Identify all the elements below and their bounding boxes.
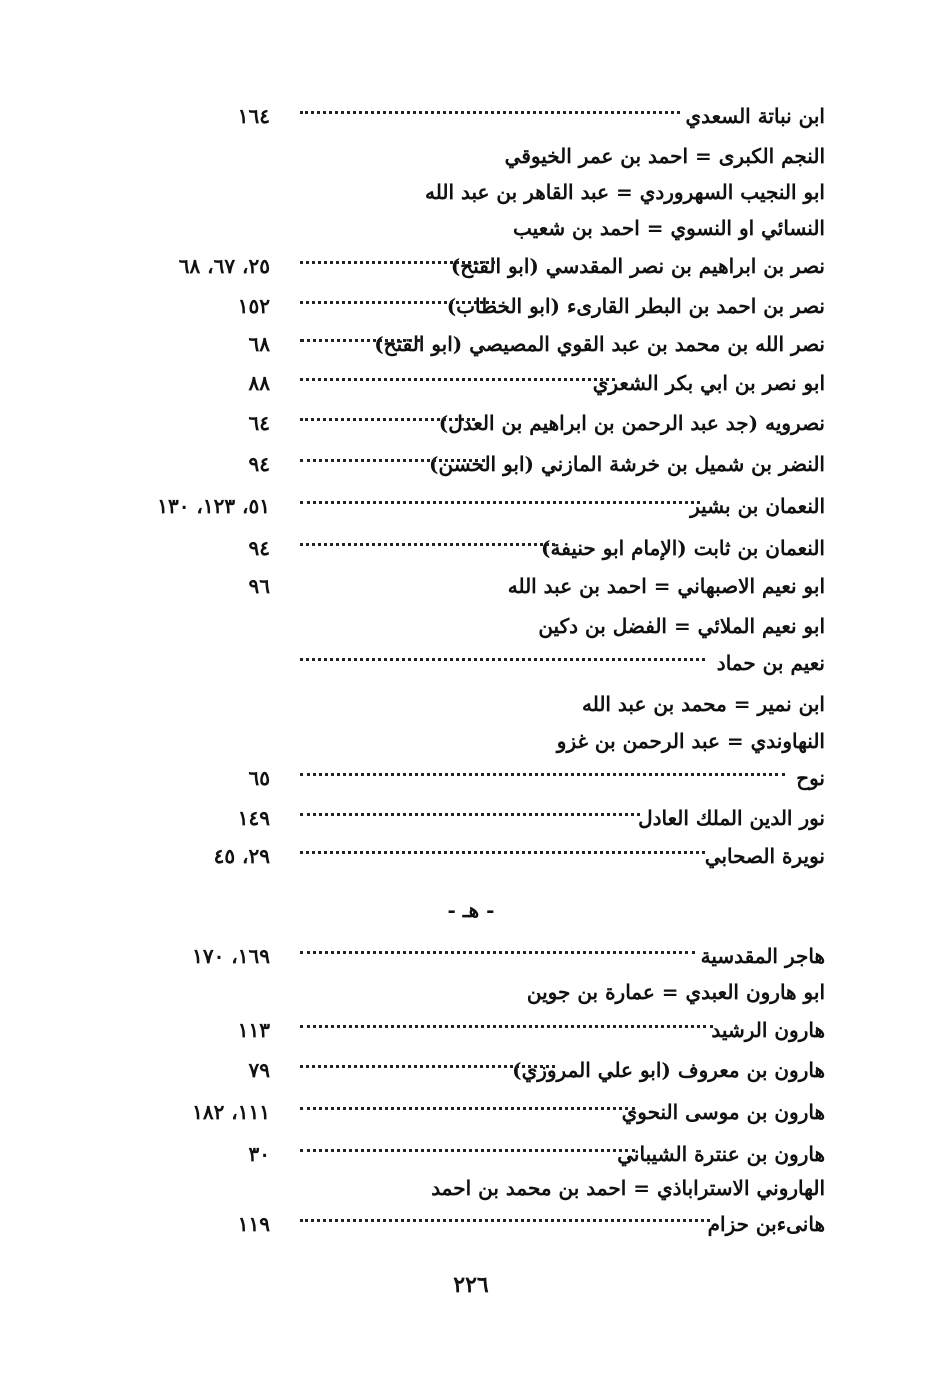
entry-name: ابو النجيب السهروردي = عبد القاهر بن عبد الله [425, 180, 825, 204]
index-entry [120, 100, 825, 138]
index-entry [120, 1208, 825, 1246]
entry-name: ابو هارون العبدي = عمارة بن جوين [526, 980, 825, 1004]
leader-dots [300, 111, 680, 114]
entry-pages: ٦٨ [248, 332, 270, 356]
entry-name: نويرة الصحابي [704, 844, 825, 868]
index-entry [120, 532, 825, 570]
entry-pages: ٦٤ [248, 411, 270, 435]
leader-dots [300, 418, 475, 421]
leader-dots [300, 378, 615, 381]
entry-pages: ٥١، ١٢٣، ١٣٠ [157, 494, 270, 518]
leader-dots [300, 1149, 635, 1152]
index-entry [120, 328, 825, 366]
entry-pages: ١١٣ [237, 1018, 270, 1042]
index-entry [120, 250, 825, 288]
index-entry [120, 290, 825, 328]
index-entry [120, 570, 825, 608]
entry-pages: ١١١، ١٨٢ [192, 1100, 270, 1124]
page-number: ٢٢٦ [453, 1272, 489, 1298]
entry-name: ابن نباتة السعدي [685, 104, 825, 128]
leader-dots [300, 301, 495, 304]
entry-name: النعمان بن ثابت (الإمام ابو حنيفة) [541, 536, 825, 560]
entry-name: ابو نصر بن ابي بكر الشعري [592, 371, 825, 395]
entry-name: نور الدين الملك العادل [638, 806, 825, 830]
entry-name: النضر بن شميل بن خرشة المازني (ابو الحسن) [429, 452, 825, 476]
index-entry [120, 490, 825, 528]
entry-pages: ٩٦ [248, 574, 270, 598]
index-entry [120, 940, 825, 978]
leader-dots [300, 1065, 555, 1068]
index-entry [120, 1054, 825, 1092]
entry-name: نصرويه (جد عبد الرحمن بن ابراهيم بن العدل) [438, 411, 825, 435]
entry-pages: ١٦٩، ١٧٠ [192, 944, 270, 968]
entry-name: النهاوندي = عبد الرحمن بن غزو [556, 729, 825, 753]
leader-dots [300, 543, 555, 546]
entry-name: هارون بن معروف (ابو علي المروزي) [512, 1058, 825, 1082]
leader-dots [300, 1219, 710, 1222]
entry-pages: ١٤٩ [237, 806, 270, 830]
leader-dots [300, 773, 785, 776]
leader-dots [300, 658, 705, 661]
entry-pages: ٩٤ [248, 536, 270, 560]
entry-name: هارون بن موسى النحوي [621, 1100, 825, 1124]
entry-name: نصر بن ابراهيم بن نصر المقدسي (ابو الفتح) [450, 254, 825, 278]
entry-pages: ١٦٤ [237, 104, 270, 128]
entry-name: ابن نمير = محمد بن عبد الله [581, 692, 825, 716]
entry-pages: ١٥٢ [237, 294, 270, 318]
entry-name: هارون بن عنترة الشيباني [617, 1142, 825, 1166]
entry-name: نصر بن احمد بن البطر القارىء (ابو الخطاب) [446, 294, 825, 318]
index-entry [120, 140, 825, 178]
index-entry [120, 840, 825, 878]
entry-name: ابو نعيم الاصبهاني = احمد بن عبد الله [507, 574, 825, 598]
entry-pages: ٧٩ [248, 1058, 270, 1082]
index-entry [120, 647, 825, 685]
leader-dots [300, 851, 705, 854]
entry-pages: ٢٥، ٦٧، ٦٨ [178, 254, 270, 278]
entry-name: النعمان بن بشير [690, 494, 825, 518]
entry-pages: ٩٤ [248, 452, 270, 476]
entry-pages: ٨٨ [248, 371, 270, 395]
entry-name: نصر الله بن محمد بن عبد القوي المصيصي (ابو الفتح) [374, 332, 825, 356]
leader-dots [300, 813, 640, 816]
index-entry [120, 367, 825, 405]
entry-name: نوح [796, 766, 825, 790]
entry-name: النسائي او النسوي = احمد بن شعيب [513, 216, 825, 240]
entry-name: هاجر المقدسية [700, 944, 825, 968]
entry-name: هانىءبن حزام [707, 1212, 825, 1236]
entry-name: نعيم بن حماد [716, 651, 825, 675]
leader-dots [300, 1107, 635, 1110]
index-entry [120, 610, 825, 648]
leader-dots [300, 339, 420, 342]
leader-dots [300, 501, 700, 504]
entry-pages: ٦٥ [248, 766, 270, 790]
leader-dots [300, 1025, 713, 1028]
index-entry [120, 448, 825, 486]
entry-name: هارون الرشيد [711, 1018, 825, 1042]
entry-pages: ١١٩ [237, 1212, 270, 1236]
section-letter: - هـ - [447, 898, 495, 922]
index-entry [120, 725, 825, 763]
entry-name: النجم الكبرى = احمد بن عمر الخيوقي [504, 144, 825, 168]
entry-pages: ٢٩، ٤٥ [213, 844, 270, 868]
index-entry [120, 1172, 825, 1210]
entry-name: ابو نعيم الملائي = الفضل بن دكين [538, 614, 825, 638]
index-entry [120, 1138, 825, 1176]
index-entry [120, 1014, 825, 1052]
index-entry [120, 212, 825, 250]
leader-dots [300, 261, 495, 264]
index-entry [120, 802, 825, 840]
index-entry [120, 1096, 825, 1134]
index-entry [120, 762, 825, 800]
leader-dots [300, 459, 485, 462]
entry-pages: ٣٠ [248, 1142, 270, 1166]
leader-dots [300, 951, 695, 954]
index-entry [120, 407, 825, 445]
index-entry [120, 688, 825, 726]
index-entry [120, 976, 825, 1014]
index-entry [120, 176, 825, 214]
entry-name: الهاروني الاستراباذي = احمد بن محمد بن احمد [431, 1176, 825, 1200]
